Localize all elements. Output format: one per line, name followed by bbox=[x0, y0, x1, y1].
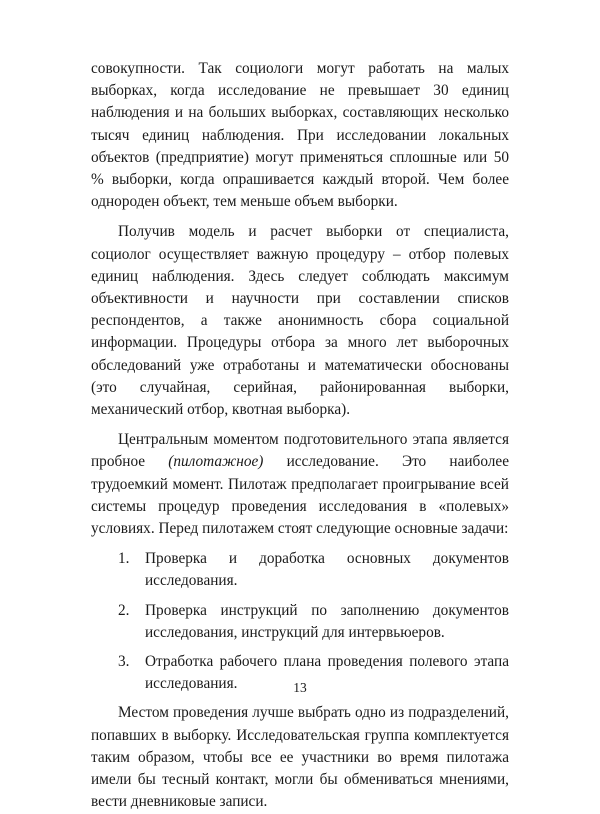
pilot-text-after: исследование. Это наиболее трудоемкий момент. Пилотаж предполагает проигрывание всей системы процедур проведения исследования в «полевых» условиях. Перед пилотажем стоят следующие основные задачи: bbox=[91, 453, 509, 538]
list-item-text: Проверка инструкций по заполнению документов исследования, инструкций для интервьюеров. bbox=[145, 601, 509, 641]
pilot-tasks-list bbox=[91, 548, 509, 695]
pilot-text-before: Центральным моментом подготовительного этапа является пробное bbox=[91, 431, 509, 471]
list-item-number: 2. bbox=[118, 601, 130, 619]
page-body bbox=[91, 58, 509, 814]
list-item-number: 3. bbox=[118, 653, 130, 671]
paragraph-pilot-location: Местом проведения лучше выбрать одно из подразделений, попавших в выборку. Исследовательская группа комплектуется таким образом, чтобы все ее участники во время пилотажа имели бы тесный контакт, могли бы обмениваться мнениями, вести дневниковые записи. bbox=[91, 704, 509, 811]
list-item-number: 1. bbox=[118, 550, 130, 568]
page-number: 13 bbox=[293, 680, 307, 695]
list-item bbox=[91, 548, 509, 592]
list-item-text: Проверка и доработка основных документов исследования. bbox=[145, 550, 509, 590]
list-item bbox=[91, 600, 509, 644]
pilot-italic-term: (пилотажное) bbox=[168, 453, 264, 471]
paragraph-continuation: совокупности. Так социологи могут работать на малых выборках, когда исследование не превышает 30 единиц наблюдения и на больших выборках, составляющих несколько тысяч единиц наблюдения. При исследовании локальных объектов (предприятие) могут применяться сплошные или 50 % выборки, когда опрашивается каждый второй. Чем более однороден объект, тем меньше объем выборки. bbox=[91, 60, 509, 211]
paragraph-sampling-procedure: Получив модель и расчет выборки от специалиста, социолог осуществляет важную процедуру – отбор полевых единиц наблюдения. Здесь следует соблюдать максимум объективности и научности при составлении списков респондентов, а также анонимность сбора социальной информации. Процедуры отбора за много лет выборочных обследований уже отработаны и математически обоснованы (это случайная, серийная, районированная выборки, механический отбор, квотная выборка). bbox=[91, 223, 509, 419]
list-item-text: Отработка рабочего плана проведения полевого этапа исследования. bbox=[145, 653, 509, 693]
paragraph-pilot-study bbox=[91, 429, 509, 540]
